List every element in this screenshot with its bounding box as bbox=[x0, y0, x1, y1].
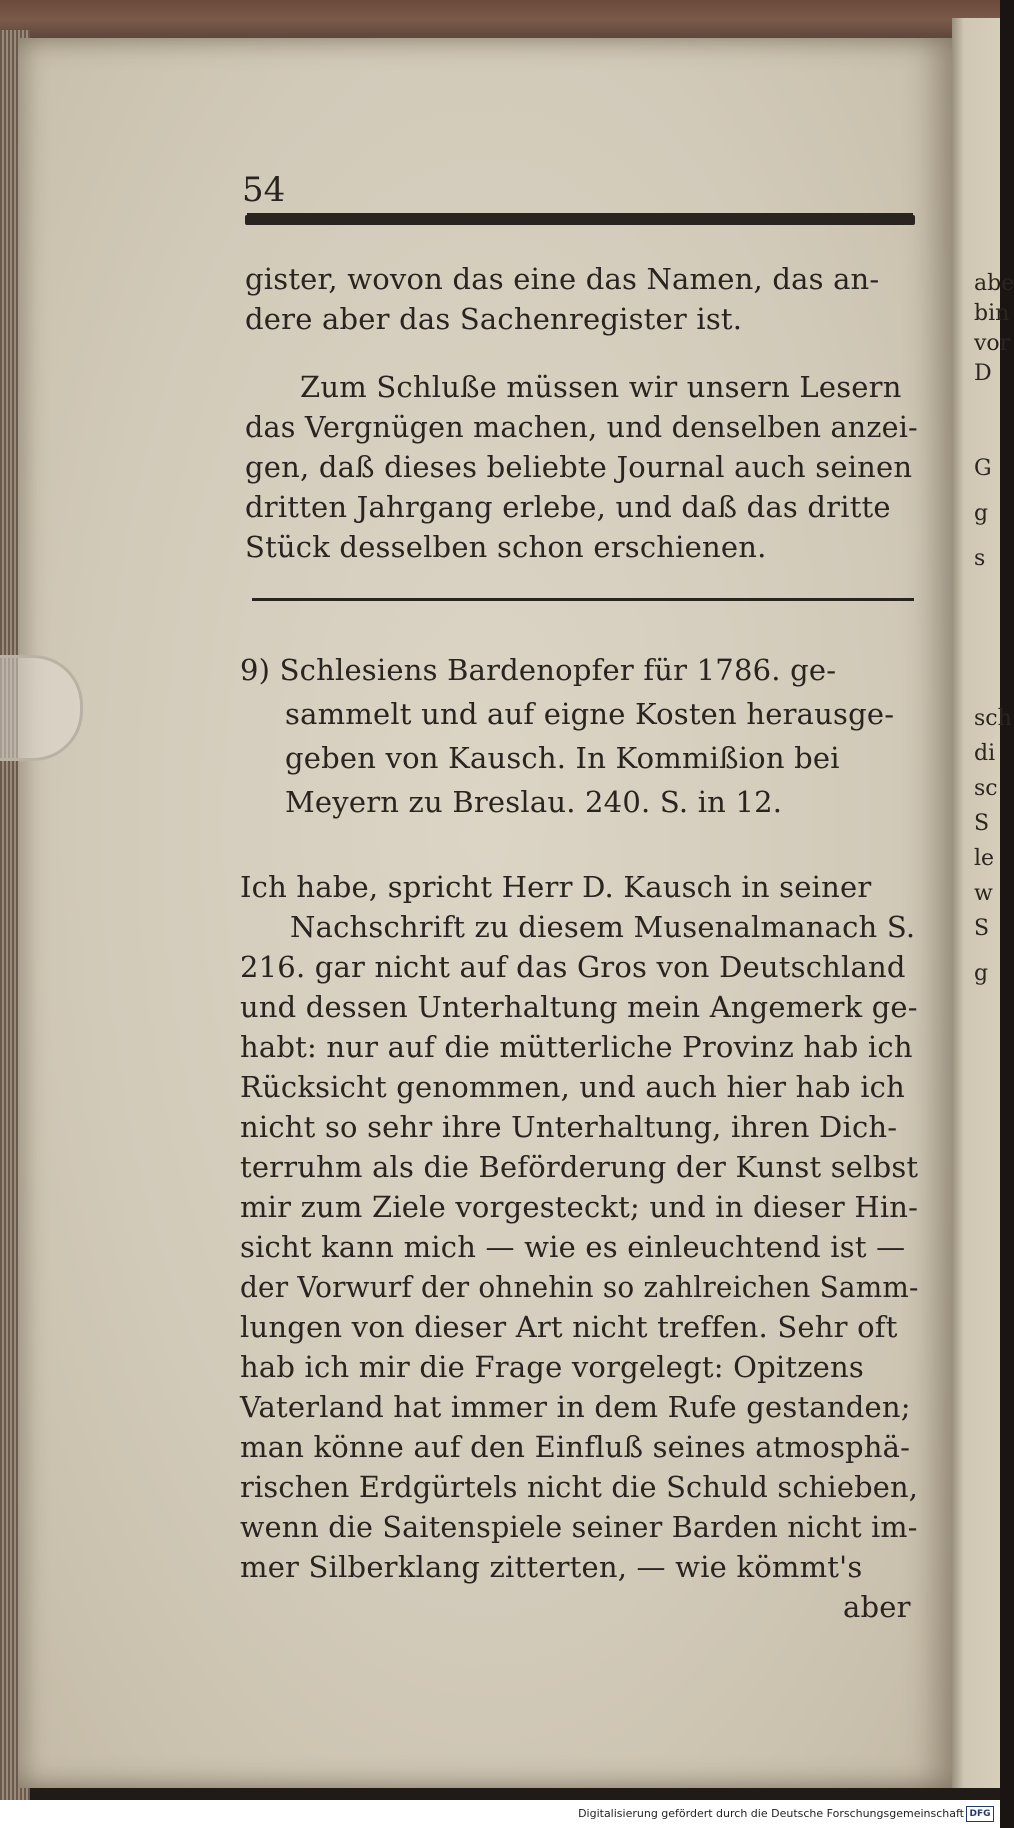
next-page-fragment: D bbox=[974, 361, 992, 386]
next-page-fragment: w bbox=[974, 881, 993, 906]
text-line: sicht kann mich — wie es einleuchtend ist — bbox=[240, 1230, 906, 1264]
next-page-fragment: bin bbox=[974, 301, 1010, 326]
text-line: habt: nur auf die mütterliche Provinz hab ich bbox=[240, 1030, 913, 1064]
text-line: hab ich mir die Frage vorgelegt: Opitzens bbox=[240, 1350, 864, 1384]
next-page-fragment: S bbox=[974, 811, 990, 836]
next-page-fragment: G bbox=[974, 456, 992, 481]
text-line: mir zum Ziele vorgesteckt; und in dieser Hin- bbox=[240, 1190, 919, 1224]
header-rule bbox=[245, 215, 915, 225]
text-line: Zum Schluße müssen wir unsern Lesern bbox=[300, 370, 902, 404]
text-line: das Vergnügen machen, und denselben anzei- bbox=[245, 410, 918, 444]
next-page-fragment: s bbox=[974, 546, 986, 571]
next-page-fragment: le bbox=[974, 846, 995, 871]
dfg-logo: DFG bbox=[966, 1806, 994, 1822]
next-page-fragment: abe bbox=[974, 271, 1014, 296]
text-line: dere aber das Sachenregister ist. bbox=[245, 302, 743, 336]
text-line: und dessen Unterhaltung mein Angemerk ge- bbox=[240, 990, 918, 1024]
text-line: Nachschrift zu diesem Musenalmanach S. bbox=[290, 910, 916, 944]
next-page-fragment: vor bbox=[974, 331, 1011, 356]
text-line: der Vorwurf der ohnehin so zahlreichen Samm- bbox=[240, 1270, 919, 1304]
text-line: terruhm als die Beförderung der Kunst selbst bbox=[240, 1150, 919, 1184]
text-line: man könne auf den Einfluß seines atmosphä- bbox=[240, 1430, 911, 1464]
entry-heading-line: Meyern zu Breslau. 240. S. in 12. bbox=[285, 785, 783, 819]
section-rule bbox=[252, 598, 914, 605]
next-page-fragment: sc bbox=[974, 776, 998, 801]
text-line: 216. gar nicht auf das Gros von Deutschland bbox=[240, 950, 906, 984]
text-line: gen, daß dieses beliebte Journal auch seinen bbox=[245, 450, 913, 484]
next-page-fragment: S bbox=[974, 916, 990, 941]
text-line: Rücksicht genommen, und auch hier hab ich bbox=[240, 1070, 905, 1104]
text-line: rischen Erdgürtels nicht die Schuld schieben, bbox=[240, 1470, 919, 1504]
entry-heading-line: sammelt und auf eigne Kosten herausge- bbox=[285, 697, 895, 731]
text-line: Stück desselben schon erschienen. bbox=[245, 530, 767, 564]
text-line: Ich habe, spricht Herr D. Kausch in seiner bbox=[240, 870, 872, 904]
text-line: nicht so sehr ihre Unterhaltung, ihren Dich- bbox=[240, 1110, 898, 1144]
text-line: mer Silberklang zitterten, — wie kömmt's bbox=[240, 1550, 863, 1584]
text-line: dritten Jahrgang erlebe, und daß das dritte bbox=[245, 490, 891, 524]
funding-credit: Digitalisierung gefördert durch die Deutsche Forschungsgemeinschaft bbox=[578, 1807, 964, 1820]
right-page-edge bbox=[952, 18, 1014, 1788]
entry-heading-line: 9) Schlesiens Bardenopfer für 1786. ge- bbox=[240, 653, 837, 687]
text-line: lungen von dieser Art nicht treffen. Sehr oft bbox=[240, 1310, 898, 1344]
next-page-fragment: g bbox=[974, 961, 989, 986]
entry-heading-line: geben von Kausch. In Kommißion bei bbox=[285, 741, 840, 775]
next-page-fragment: sch bbox=[974, 706, 1012, 731]
text-line: gister, wovon das eine das Namen, das an- bbox=[245, 262, 880, 296]
page-number: 54 bbox=[242, 170, 286, 210]
text-line: wenn die Saitenspiele seiner Barden nicht im- bbox=[240, 1510, 918, 1544]
text-line: Vaterland hat immer in dem Rufe gestanden; bbox=[240, 1390, 911, 1424]
catchword: aber bbox=[843, 1590, 911, 1624]
next-page-fragment: g bbox=[974, 501, 989, 526]
next-page-fragment: di bbox=[974, 741, 996, 766]
